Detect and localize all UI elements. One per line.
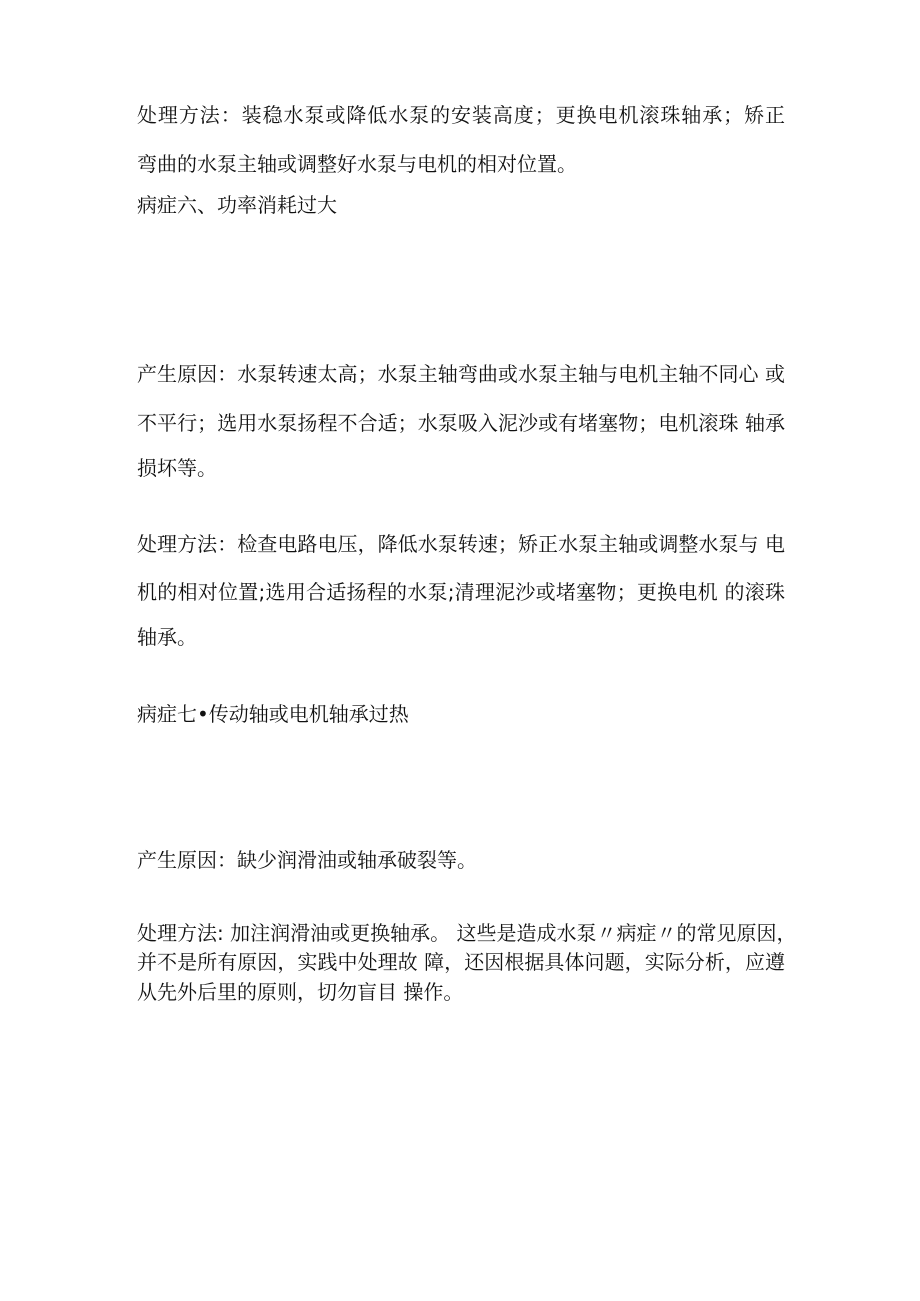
paragraph-line: 处理方法: 加注润滑油或更换轴承。 这些是造成水泵〃病症〃的常见原因， <box>137 921 797 945</box>
paragraph-line: 轴承。 <box>137 625 197 649</box>
paragraph-line: 损坏等。 <box>137 456 217 480</box>
paragraph-line: 机的相对位置;选用合适扬程的水泵;清理泥沙或堵塞物；更换电机 的滚珠 <box>137 580 785 604</box>
paragraph-line: 产生原因：水泵转速太高；水泵主轴弯曲或水泵主轴与电机主轴不同心 或 <box>137 362 785 386</box>
paragraph-line: 弯曲的水泵主轴或调整好水泵与电机的相对位置。 <box>137 152 577 176</box>
paragraph-line: 不平行；选用水泵扬程不合适；水泵吸入泥沙或有堵塞物；电机滚珠 轴承 <box>137 411 785 435</box>
paragraph-line: 处理方法：装稳水泵或降低水泵的安装高度；更换电机滚珠轴承；矫正 <box>137 103 785 127</box>
section-heading: 病症六、功率消耗过大 <box>137 193 337 217</box>
paragraph-line: 从先外后里的原则，切勿盲目 操作。 <box>137 980 464 1004</box>
paragraph-line: 产生原因：缺少润滑油或轴承破裂等。 <box>137 848 477 872</box>
section-heading: 病症七•传动轴或电机轴承过热 <box>137 702 409 726</box>
paragraph-line: 并不是所有原因，实践中处理故 障，还因根据具体问题，实际分析，应遵 <box>137 950 785 974</box>
paragraph-line: 处理方法：检查电路电压，降低水泵转速；矫正水泵主轴或调整水泵与 电 <box>137 532 785 556</box>
